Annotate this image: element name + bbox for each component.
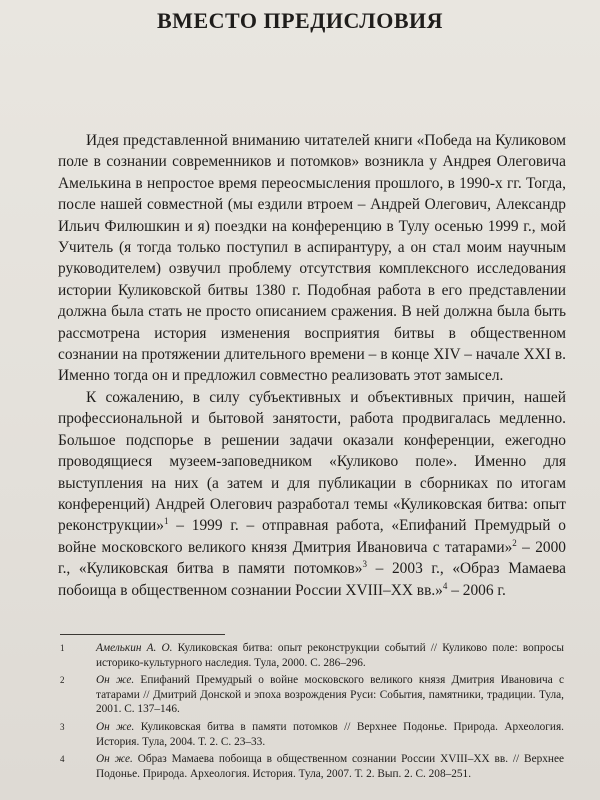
footnote-author: Он же. xyxy=(96,720,135,733)
footnote-number: 1 xyxy=(60,643,65,653)
footnote-author: Он же. xyxy=(96,753,133,766)
footnote-divider xyxy=(60,634,225,635)
paragraph-text: – 2000 г., «Куликовская битва в памяти потомков» xyxy=(58,538,567,578)
paragraph-text: Идея представленной вниманию читателей книги «Победа на Куликовом поле в сознании современников и потомков» возникла у Андрея Олеговича Амелькина в непростое время переосмысления прошлого, в 1990-х гг. Тогда, после нашей совместной (мы ездили втроем – Андрей Олегович, Александр Ильич Филюшкин и я) поездки на конференцию в Тулу осенью 1999 г., мой Учитель (я тогда только поступил в аспирантуру, а он стал моим научным руководителем) озвучил проблему отсутствия комплексного исследования истории Куликовской битвы 1380 г. Подобная работа в его представлении должна была стать не просто описанием сражения. В ней должна была быть рассмотрена история изменения восприятия битвы в общественном сознании на протяжении длительного времени – в конце XIV – начале XXI в. Именно тогда он и предложил совместно реализовать этот замысел. xyxy=(58,132,566,385)
paragraph-text: – 1999 г. – отправная работа, «Епифаний Премудрый о войне московского великого князя Дмитрия Ивановича с татарами» xyxy=(58,517,566,556)
paragraph-1 xyxy=(58,130,566,387)
footnote-number: 3 xyxy=(60,721,65,732)
footnote-text: Образ Мамаева побоища в общественном сознании России XVIII–XX вв. // Верхнее Подонье. Природа. Археология. История. Тула, 2007. Т. 2. Вып. 2. С. 208–251. xyxy=(96,753,564,780)
paragraph-2 xyxy=(58,387,566,601)
footnote-text: Епифаний Премудрый о войне московского великого князя Дмитрия Ивановича с татарами // Дмитрий Донской и эпоха возрождения Руси: События, памятники, традиции. Тула, 2001. С. 137–146. xyxy=(96,674,564,716)
footnote-author: Амелькин А. О. xyxy=(96,642,173,654)
footnote-3 xyxy=(60,720,564,749)
footnote-text: Куликовская битва в памяти потомков // Верхнее Подонье. Природа. Археология. История. Тула, 2004. Т. 2. С. 23–33. xyxy=(96,720,564,748)
footnote-ref: 1 xyxy=(163,516,169,527)
paragraph-text: – 2006 г. xyxy=(447,581,506,599)
footnote-ref: 4 xyxy=(442,580,448,591)
paragraph-text: К сожалению, в силу субъективных и объективных причин, нашей профессиональной и бытовой занятости, работа продвигалась медленно. Большое подспорье в решении задачи оказали конференции, ежегодно проводящиеся музеем-заповедником «Куликово поле». Именно для выступления на них (а затем и для публикации в сборниках по итогам конференций) Андрей Олегович разработал темы «Куликовская битва: опыт реконструкции» xyxy=(58,388,566,535)
footnote-text: Куликовская битва: опыт реконструкции событий // Куликово поле: вопросы историко-культурного наследия. Тула, 2000. С. 286–296. xyxy=(96,642,564,669)
page-title: ВМЕСТО ПРЕДИСЛОВИЯ xyxy=(157,8,443,33)
footnote-number: 2 xyxy=(60,675,65,686)
footnote-4 xyxy=(60,752,564,781)
footnote-author: Он же. xyxy=(96,674,135,687)
footnote-2 xyxy=(60,673,564,717)
footnote-ref: 3 xyxy=(362,559,367,569)
body-text xyxy=(58,130,566,601)
footnote-1 xyxy=(60,641,564,670)
paragraph-text: – 2003 г., «Образ Мамаева побоища в общественном сознании России XVIII–XX вв.» xyxy=(58,560,566,599)
footnotes xyxy=(60,641,564,784)
footnote-ref: 2 xyxy=(512,537,517,548)
footnote-number: 4 xyxy=(60,754,65,765)
